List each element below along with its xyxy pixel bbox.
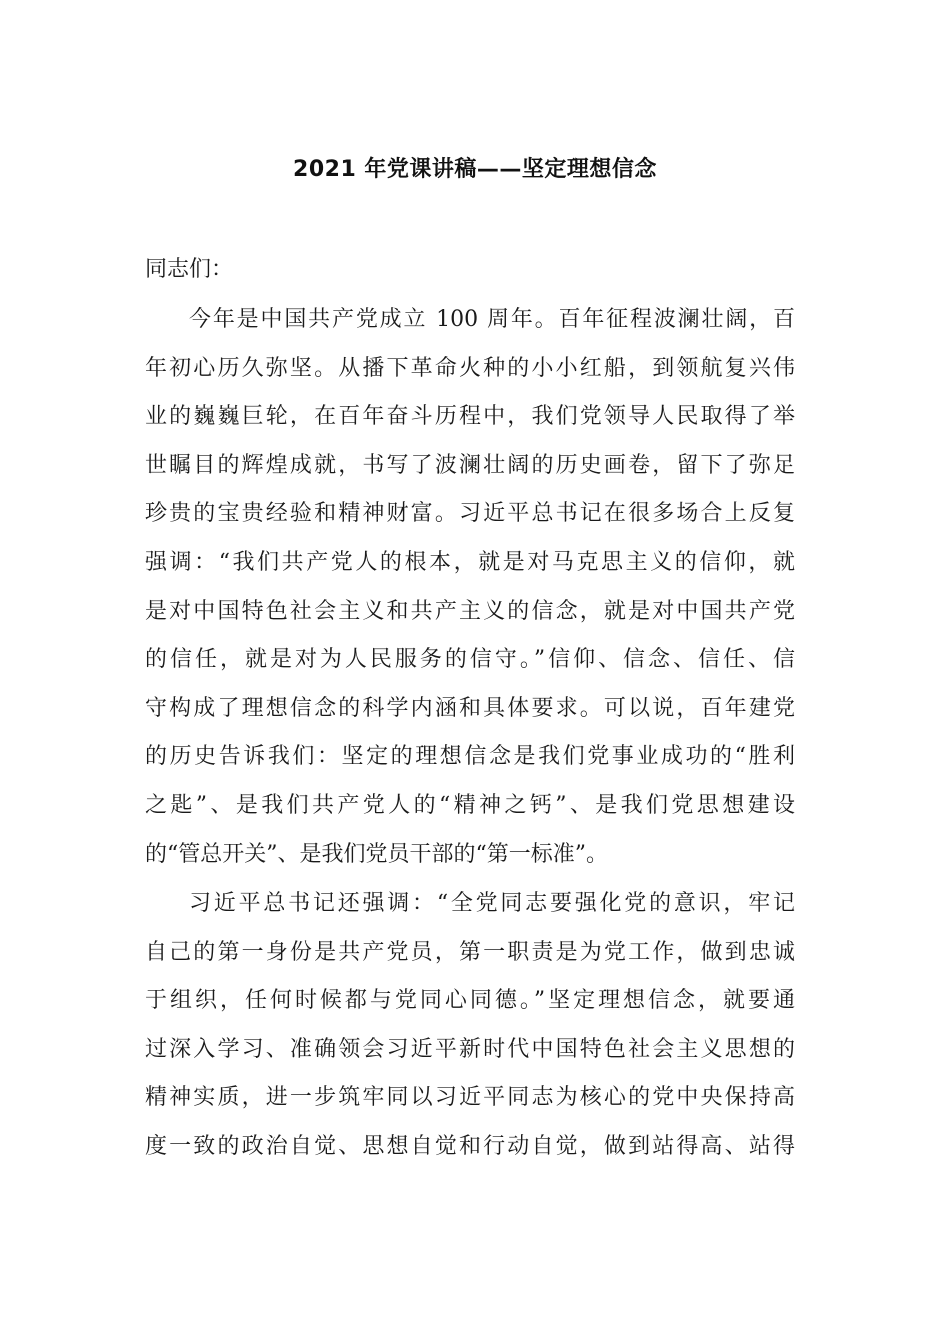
paragraph-line: 业的巍巍巨轮，在百年奋斗历程中，我们党领导人民取得了举: [145, 404, 795, 430]
paragraph-line: 的信任，就是对为人民服务的信守。”信仰、信念、信任、信: [145, 647, 795, 673]
paragraph-line: 年初心历久弥坚。从播下革命火种的小小红船，到领航复兴伟: [145, 355, 795, 381]
paragraph-line: 习近平总书记还强调：“全党同志要强化党的意识，牢记: [189, 891, 795, 916]
paragraph-line: 守构成了理想信念的科学内涵和具体要求。可以说，百年建党: [145, 695, 795, 721]
paragraph-line: 世瞩目的辉煌成就，书写了波澜壮阔的历史画卷，留下了弥足: [145, 452, 795, 478]
paragraph-line: 精神实质，进一步筑牢同以习近平同志为核心的党中央保持高: [145, 1085, 795, 1111]
paragraph-line: 于组织，任何时候都与党同心同德。”坚定理想信念，就要通: [145, 988, 795, 1014]
document-title: 2021 年党课讲稿——坚定理想信念: [293, 157, 657, 182]
paragraph-line: 的“管总开关”、是我们党员干部的“第一标准”。: [145, 841, 608, 867]
paragraph-line: 之匙”、是我们共产党人的“精神之钙”、是我们党思想建设: [145, 792, 795, 818]
paragraph-line: 是对中国特色社会主义和共产主义的信念，就是对中国共产党: [145, 598, 795, 624]
paragraph-line: 今年是中国共产党成立 100 周年。百年征程波澜壮阔，百: [189, 307, 795, 332]
paragraph-2: [145, 880, 795, 1172]
paragraph-line: 珍贵的宝贵经验和精神财富。习近平总书记在很多场合上反复: [145, 501, 795, 527]
paragraph-line: 自己的第一身份是共产党员，第一职责是为党工作，做到忠诚: [145, 939, 795, 965]
paragraph-line: 度一致的政治自觉、思想自觉和行动自觉，做到站得高、站得: [145, 1133, 795, 1159]
paragraph-line: 的历史告诉我们：坚定的理想信念是我们党事业成功的“胜利: [145, 744, 795, 770]
paragraph-line: 过深入学习、准确领会习近平新时代中国特色社会主义思想的: [145, 1036, 795, 1062]
salutation: 同志们：: [145, 257, 234, 282]
paragraph-1: [145, 296, 795, 879]
paragraph-line: 强调：“我们共产党人的根本，就是对马克思主义的信仰，就: [145, 549, 795, 575]
